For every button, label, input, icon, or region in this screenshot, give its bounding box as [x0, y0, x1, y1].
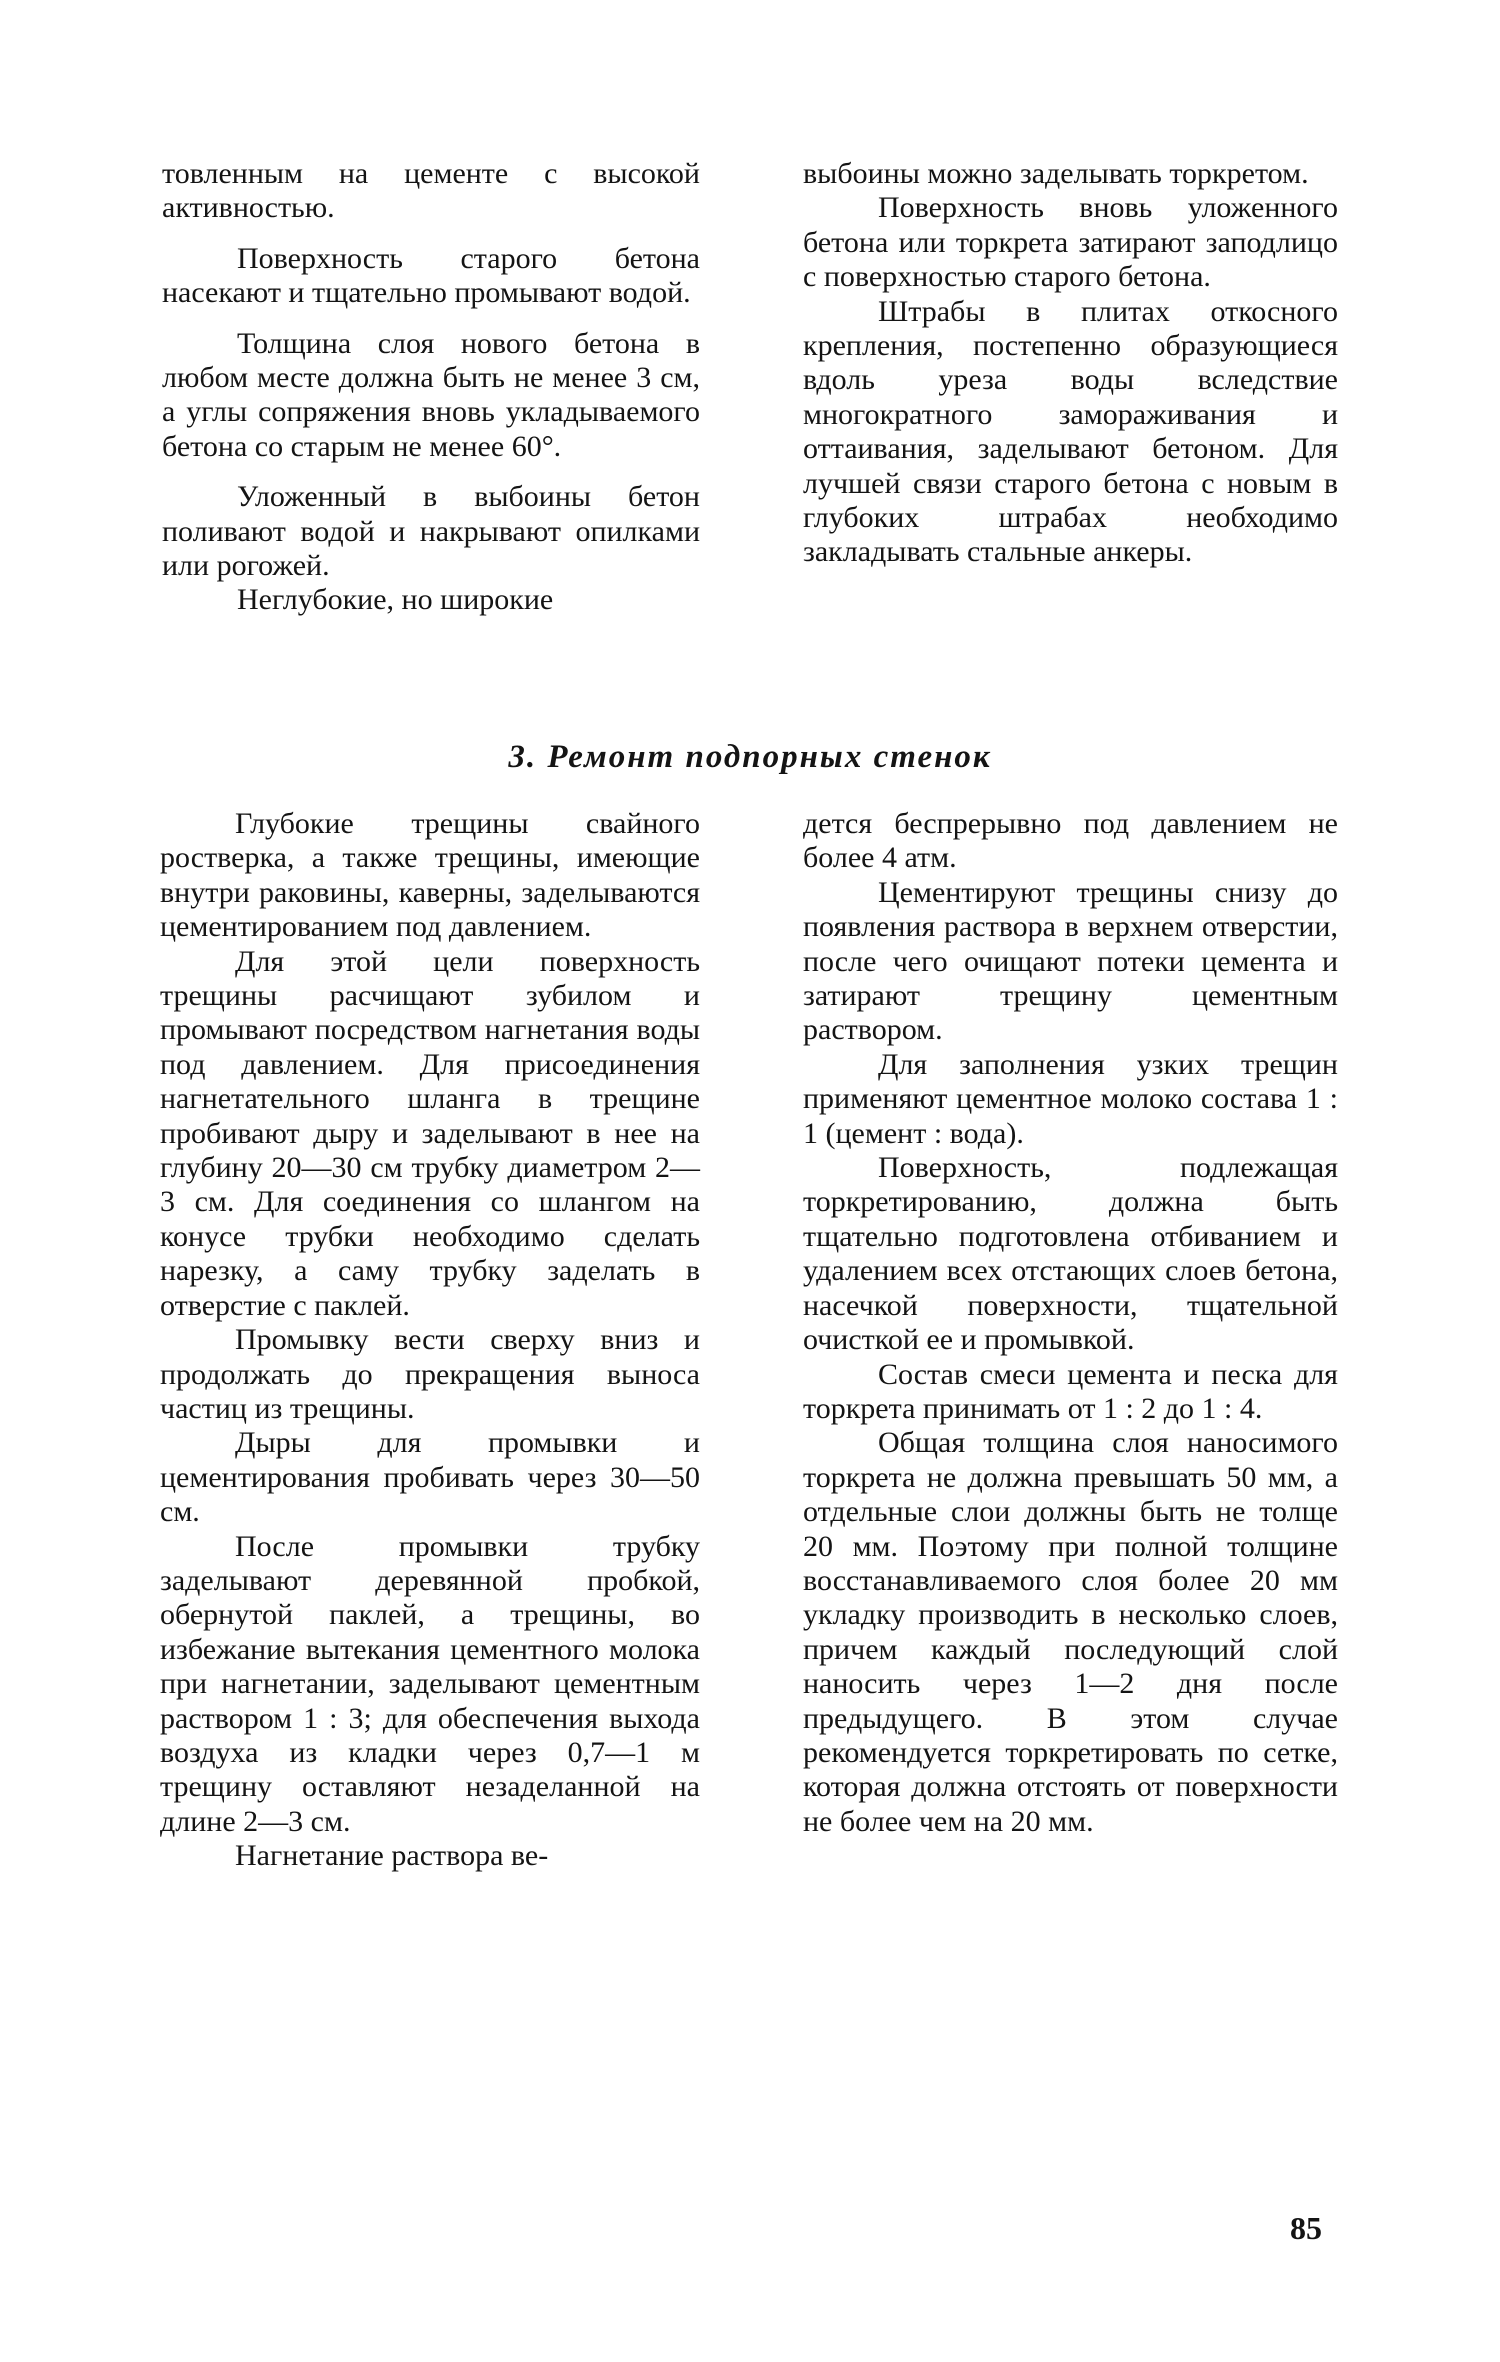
paragraph: Толщина слоя нового бетона в любом месте должна быть не менее 3 см, а углы сопряжения вновь укладываемого бетона со старым не менее 60°.: [162, 326, 700, 463]
paragraph: После промывки трубку заделывают деревянной пробкой, обернутой паклей, а трещины, во избежание вытекания цементного молока при нагнетании, заделывают цементным раствором 1 : 3; для обеспечения выхода воздуха из кладки через 0,7—1 м трещину оставляют незаделанной на длине 2—3 см.: [160, 1529, 700, 1838]
paragraph: Промывку вести сверху вниз и продолжать до прекращения выноса частиц из трещины.: [160, 1323, 700, 1425]
paragraph: Поверхность, подлежащая торкретированию, должна быть тщательно подготовлена отбиванием и удалением всех отстающих слоев бетона, насечкой поверхности, тщательной очисткой ее и промывкой.: [803, 1151, 1338, 1357]
paragraph: Общая толщина слоя наносимого торкрета не должна превышать 50 мм, а отдельные слои должны быть не толще 20 мм. Поэтому при полной толщине восстанавливаемого слоя более 20 мм укладку производить в несколько слоев, причем каждый последующий слой наносить через 1—2 дня после предыдущего. В этом случае рекомендуется торкретировать по сетке, которая должна отстоять от поверхности не более чем на 20 мм.: [803, 1426, 1338, 1838]
top-left-column: [162, 157, 700, 618]
page-number: 85: [1290, 2210, 1322, 2246]
top-right-column: [803, 157, 1338, 570]
paragraph: Для заполнения узких трещин применяют цементное молоко состава 1 : 1 (цемент : вода).: [803, 1047, 1338, 1150]
paragraph: Состав смеси цемента и песка для торкрета принимать от 1 : 2 до 1 : 4.: [803, 1357, 1338, 1425]
paragraph: Штрабы в плитах откосного крепления, постепенно образующиеся вдоль уреза воды вследствие многократного замораживания и оттаивания, заделывают бетоном. Для лучшей связи старого бетона с новым в глубоких штрабах необходимо закладывать стальные анкеры.: [803, 294, 1338, 569]
paragraph: Для этой цели поверхность трещины расчищают зубилом и промывают посредством нагнетания воды под давлением. Для присоединения нагнетательного шланга в трещине пробивают дыру и заделывают в нее на глубину 20—30 см трубку диаметром 2—3 см. Для соединения со шлангом на конусе трубки необходимо сделать нарезку, а саму трубку заделать в отверстие с паклей.: [160, 944, 700, 1322]
paragraph: Глубокие трещины свайного ростверка, а также трещины, имеющие внутри раковины, каверны, заделываются цементированием под давлением.: [160, 807, 700, 944]
paragraph: выбоины можно заделывать торкретом.: [803, 157, 1309, 190]
paragraph: Цементируют трещины снизу до появления раствора в верхнем отверстии, после чего очищают потеки цемента и затирают трещину цементным раствором.: [803, 875, 1338, 1047]
paragraph: Поверхность старого бетона насекают и тщательно промывают водой.: [162, 241, 700, 310]
paragraph: Нагнетание раствора ве-: [235, 1839, 549, 1873]
paragraph: Дыры для промывки и цементирования пробивать через 30—50 см.: [160, 1426, 700, 1529]
bottom-left-column: [160, 807, 700, 1874]
section-heading: 3. Ремонт подпорных стенок: [508, 739, 992, 775]
bottom-right-column: [803, 807, 1338, 1839]
paragraph: Неглубокие, но широкие: [237, 583, 554, 617]
paragraph: Поверхность вновь уложенного бетона или торкрета затирают заподлицо с поверхностью старого бетона.: [803, 191, 1338, 294]
paragraph: товленным на цементе с высокой активностью.: [162, 157, 700, 225]
paragraph: Уложенный в выбоины бетон поливают водой и накрывают опилками или рогожей.: [162, 480, 700, 583]
paragraph: дется беспрерывно под давлением не более 4 атм.: [803, 807, 1338, 875]
